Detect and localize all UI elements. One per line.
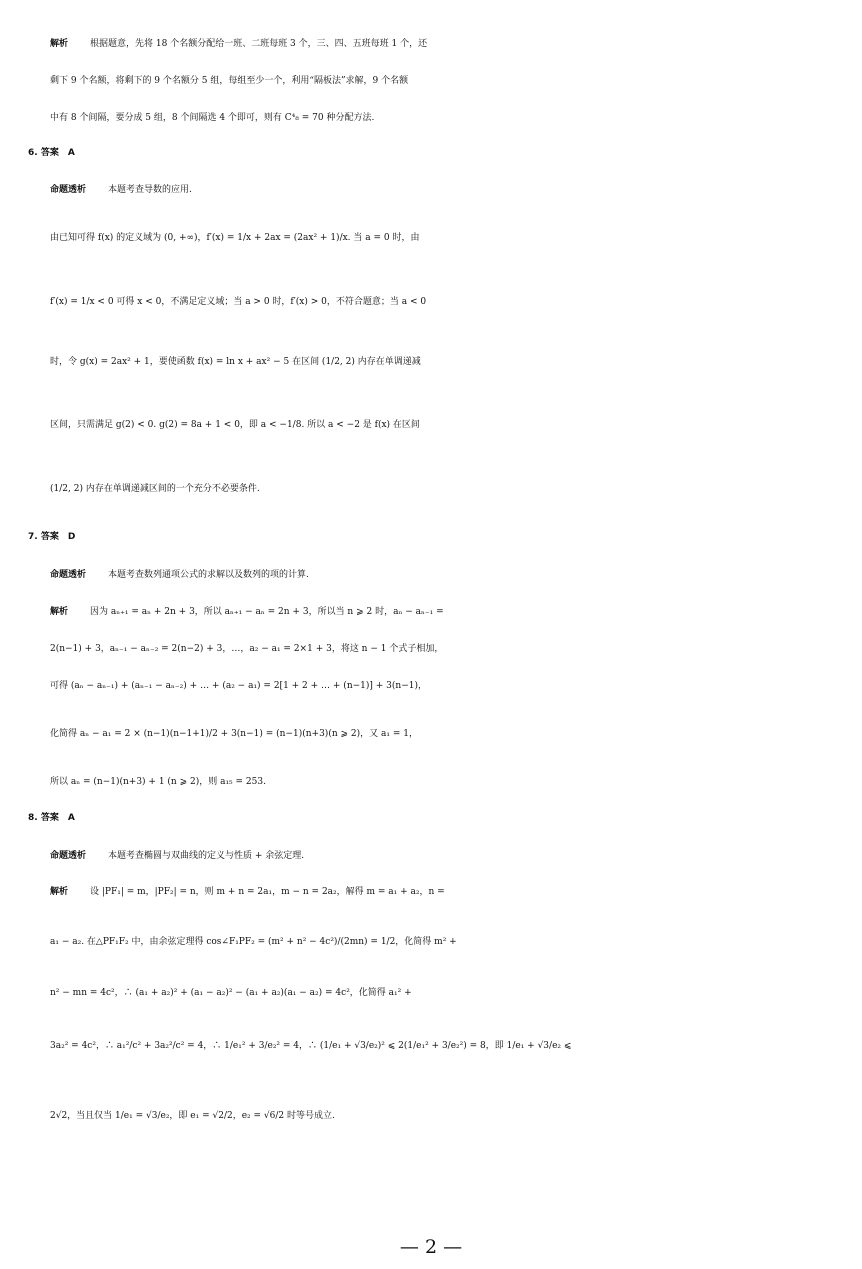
q6-line-4: 区间，只需满足 g(2) < 0. g(2) = 8a + 1 < 0，即 a < −1/8. 所以 a < −2 是 f(x) 在区间 (50, 420, 420, 430)
q7-line-5: 所以 aₙ = (n−1)(n+3) + 1 (n ⩾ 2)，则 a₁₅ = 253. (50, 777, 266, 787)
q8-line-3: n² − mn = 4c²，∴ (a₁ + a₂)² + (a₁ − a₂)² − (a₁ + a₂)(a₁ − a₂) = 4c²，化简得 a₁² + (50, 988, 412, 998)
q8-line-1: 解析 设 |PF₁| = m，|PF₂| = n，则 m + n = 2a₁，m − n = 2a₂，解得 m = a₁ + a₂，n = (50, 887, 445, 897)
page-number: — 2 — (399, 1236, 463, 1258)
p5-line-2: 剩下 9 个名额，将剩下的 9 个名额分 5 组，每组至少一个，利用“隔板法”求解，9 个名额 (50, 76, 409, 86)
q8-line-5: 2√2，当且仅当 1/e₁ = √3/e₂，即 e₁ = √2/2，e₂ = √6/2 时等号成立. (50, 1111, 335, 1121)
q7-line-3: 可得 (aₙ − aₙ₋₁) + (aₙ₋₁ − aₙ₋₂) + … + (a₂ − a₁) = 2[1 + 2 + … + (n−1)] + 3(n−1)， (50, 681, 427, 691)
q8-line-2: a₁ − a₂. 在△PF₁F₂ 中，由余弦定理得 cos∠F₁PF₂ = (m² + n² − 4c²)/(2mn) = 1/2，化简得 m² + (50, 937, 457, 947)
q7-line-1: 解析 因为 aₙ₊₁ = aₙ + 2n + 3，所以 aₙ₊₁ − aₙ = 2n + 3，所以当 n ⩾ 2 时，aₙ − aₙ₋₁ = (50, 607, 444, 617)
q6-line-1: 由已知可得 f(x) 的定义域为 (0, +∞)，f′(x) = 1/x + 2ax = (2ax² + 1)/x. 当 a = 0 时，由 (50, 233, 420, 243)
q6-line-5: (1/2, 2) 内存在单调递减区间的一个充分不必要条件. (50, 484, 260, 494)
q8-header: 8. 答案 A (28, 813, 75, 823)
q6-header: 6. 答案 A (28, 148, 75, 158)
q7-line-4: 化简得 aₙ − a₁ = 2 × (n−1)(n−1+1)/2 + 3(n−1) = (n−1)(n+3)(n ⩾ 2)，又 a₁ = 1， (50, 729, 418, 739)
q7-line-2: 2(n−1) + 3，aₙ₋₁ − aₙ₋₂ = 2(n−2) + 3，…，a₂ − a₁ = 2×1 + 3，将这 n − 1 个式子相加， (50, 644, 444, 654)
q8-line-4: 3a₂² = 4c²，∴ a₁²/c² + 3a₂²/c² = 4，∴ 1/e₁² + 3/e₂² = 4，∴ (1/e₁ + √3/e₂)² ⩽ 2(1/e₁² + 3/e₂²) = 8，即 1/e₁ + √3/e₂ ⩽ (50, 1041, 572, 1051)
q8-analysis: 命题透析 本题考查椭圆与双曲线的定义与性质 + 余弦定理. (50, 851, 305, 861)
p5-line-3: 中有 8 个间隔，要分成 5 组，8 个间隔选 4 个即可，则有 C⁴₈ = 70 种分配方法. (50, 113, 375, 123)
q6-line-2: f′(x) = 1/x < 0 可得 x < 0，不满足定义域；当 a > 0 时，f′(x) > 0，不符合题意；当 a < 0 (50, 297, 427, 307)
q6-line-3: 时，令 g(x) = 2ax² + 1，要使函数 f(x) = ln x + ax² − 5 在区间 (1/2, 2) 内存在单调递减 (50, 357, 421, 367)
p5-line-1: 解析 根据题意，先将 18 个名额分配给一班、二班每班 3 个，三、四、五班每班 1 个，还 (50, 39, 428, 49)
q7-analysis: 命题透析 本题考查数列通项公式的求解以及数列的项的计算. (50, 570, 309, 580)
q7-header: 7. 答案 D (28, 532, 76, 542)
q6-analysis: 命题透析 本题考查导数的应用. (50, 185, 192, 195)
